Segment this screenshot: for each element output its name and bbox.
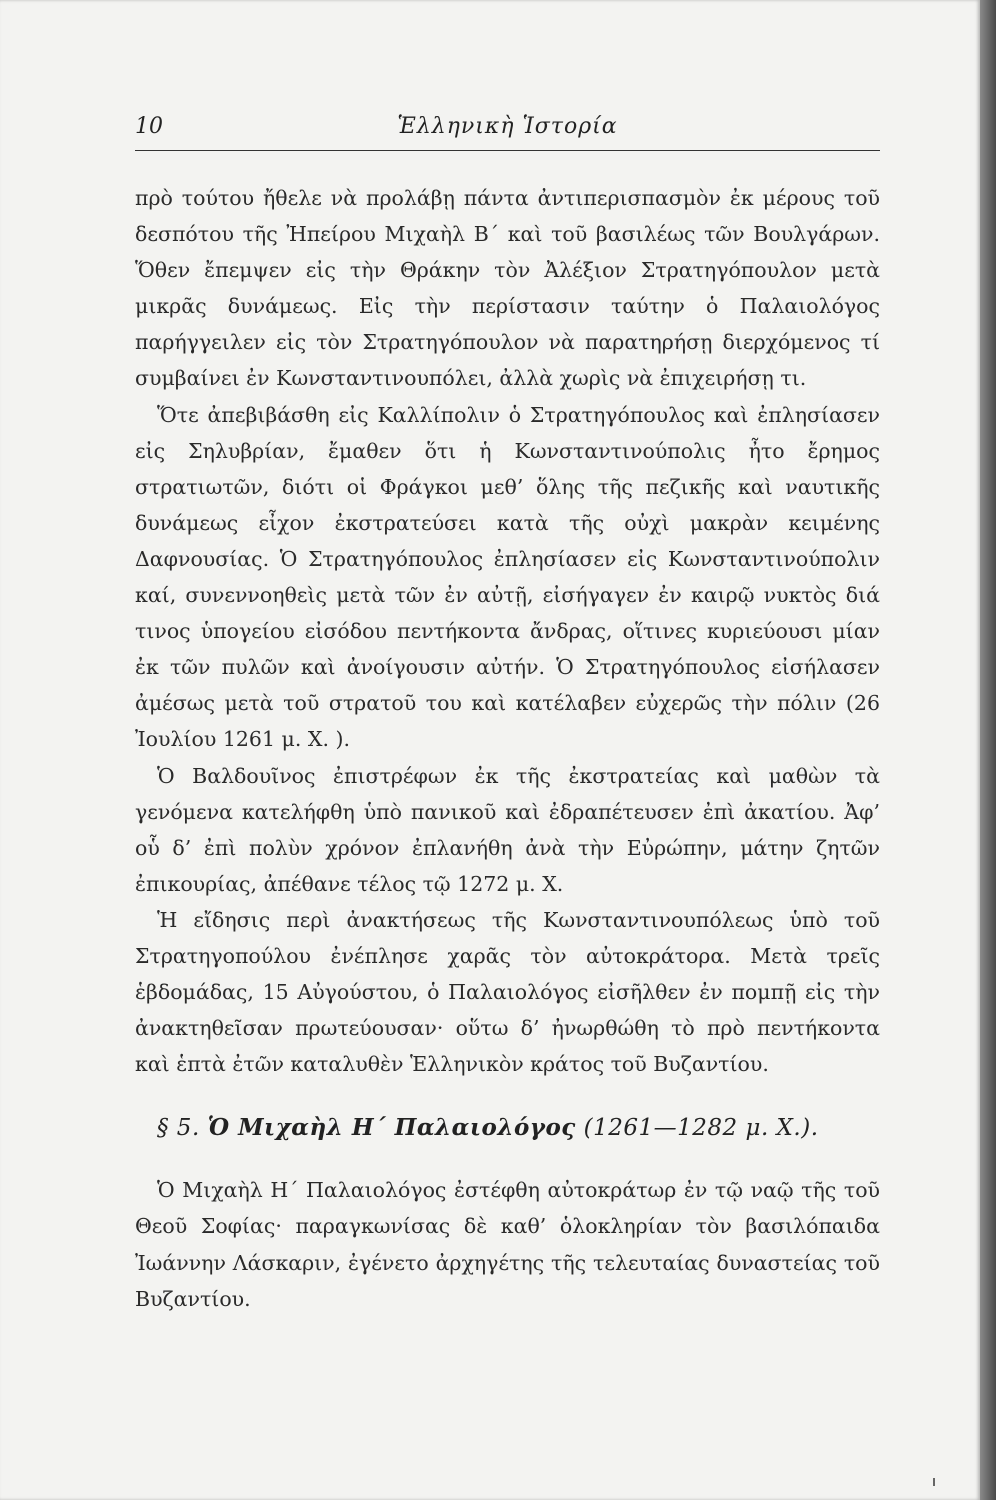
section-dates: (1261—1282 μ. Χ.). [583, 1115, 819, 1142]
page-edge [980, 0, 996, 1500]
paragraph-4: Ἡ εἴδησις περὶ ἀνακτήσεως τῆς Κωνσταντινουπόλεως ὑπὸ τοῦ Στρατηγοπούλου ἐνέπλησε χαρᾶς τὸν αὐτοκράτορα. Μετὰ τρεῖς ἑβδομάδας, 15 Αὐγούστου, ὁ Παλαιολόγος εἰσῆλθεν ἐν πομπῇ εἰς τὴν ἀνακτηθεῖσαν πρωτεύουσαν· οὕτω δ’ ἠνωρθώθη τὸ πρὸ πεντήκοντα καὶ ἑπτὰ ἐτῶν καταλυθὲν Ἑλληνικὸν κράτος τοῦ Βυζαντίου. [135, 907, 880, 1077]
paragraph-3: Ὁ Βαλδουῖνος ἐπιστρέφων ἐκ τῆς ἐκστρατείας καὶ μαθὼν τὰ γενόμενα κατελήφθη ὑπὸ πανικοῦ καὶ ἐδραπέτευσεν ἐπὶ ἀκατίου. Ἀφ’ οὗ δ’ ἐπὶ πολὺν χρόνον ἐπλανήθη ἀνὰ τὴν Εὐρώπην, μάτην ζητῶν ἐπικουρίας, ἀπέθανε τέλος τῷ 1272 μ. Χ. [135, 763, 880, 896]
page-number: 10 [135, 114, 163, 139]
section-number: § 5. [157, 1115, 200, 1142]
running-head [135, 112, 880, 152]
running-title: Ἑλληνικὴ Ἱστορία [397, 114, 618, 139]
header-rule [135, 150, 880, 151]
page-mark [933, 1478, 935, 1486]
body-text [135, 180, 880, 1317]
section-title: Ὁ Μιχαὴλ Η΄ Παλαιολόγος [207, 1114, 576, 1142]
paragraph-5: Ὁ Μιχαὴλ Η΄ Παλαιολόγος ἐστέφθη αὐτοκράτωρ ἐν τῷ ναῷ τῆς τοῦ Θεοῦ Σοφίας· παραγκωνίσας δὲ καθ’ ὁλοκληρίαν τὸν βασιλόπαιδα Ἰωάννην Λάσκαριν, ἐγένετο ἀρχηγέτης τῆς τελευταίας δυναστείας τοῦ Βυζαντίου. [135, 1178, 880, 1311]
paragraph-2: Ὅτε ἀπεβιβάσθη εἰς Καλλίπολιν ὁ Στρατηγόπουλος καὶ ἐπλησίασεν εἰς Σηλυβρίαν, ἔμαθεν ὅτι ἡ Κωνσταντινούπολις ἦτο ἔρημος στρατιωτῶν, διότι οἱ Φράγκοι μεθ’ ὅλης τῆς πεζικῆς καὶ ναυτικῆς δυνάμεως εἶχον ἐκστρατεύσει κατὰ τῆς οὐχὶ μακρὰν κειμένης Δαφνουσίας. Ὁ Στρατηγόπουλος ἐπλησίασεν εἰς Κωνσταντινούπολιν καί, συνεννοηθεὶς μετὰ τῶν ἐν αὐτῇ, εἰσήγαγεν ἐν καιρῷ νυκτὸς διά τινος ὑπογείου εἰσόδου πεντήκοντα ἄνδρας, οἵτινες κυριεύουσι μίαν ἐκ τῶν πυλῶν καὶ ἀνοίγουσιν αὐτήν. Ὁ Στρατηγόπουλος εἰσήλασεν ἀμέσως μετὰ τοῦ στρατοῦ του καὶ κατέλαβεν εὐχερῶς τὴν πόλιν (26 Ἰουλίου 1261 μ. Χ. ). [135, 402, 880, 752]
section-heading [135, 1110, 880, 1146]
paragraph-1: πρὸ τούτου ἤθελε νὰ προλάβῃ πάντα ἀντιπερισπασμὸν ἐκ μέρους τοῦ δεσπότου τῆς Ἠπείρου Μιχαὴλ Β΄ καὶ τοῦ βασιλέως τῶν Βουλγάρων. Ὅθεν ἔπεμψεν εἰς τὴν Θράκην τὸν Ἀλέξιον Στρατηγόπουλον μετὰ μικρᾶς δυνάμεως. Εἰς τὴν περίστασιν ταύτην ὁ Παλαιολόγος παρήγγειλεν εἰς τὸν Στρατηγόπουλον νὰ παρατηρήσῃ διερχόμενος τί συμβαίνει ἐν Κωνσταντινουπόλει, ἀλλὰ χωρὶς νὰ ἐπιχειρήσῃ τι. [135, 186, 880, 391]
